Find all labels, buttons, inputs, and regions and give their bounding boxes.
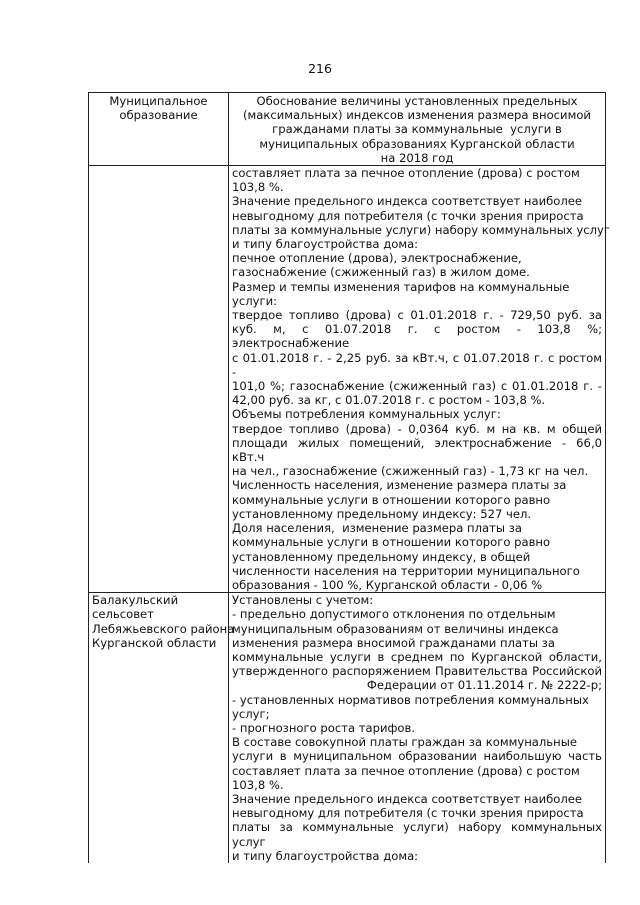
justification-line: установленному предельному индексу, в общей — [232, 549, 531, 564]
justification-line: В составе совокупной платы граждан за коммунальные — [232, 735, 577, 750]
header-text-line: (максимальных) индексов изменения размера вносимой — [243, 108, 591, 123]
header-municipality — [89, 93, 229, 166]
municipality-line: Курганской области — [92, 635, 217, 650]
justification-line: утвержденного распоряжением Правительства Российской — [232, 664, 602, 679]
justification-cell — [229, 166, 611, 593]
justification-cell — [229, 593, 606, 863]
page-number: 216 — [308, 61, 332, 76]
justification-line: куб. м, с 01.07.2018 г. с ростом - 103,8 %; электроснабжение — [232, 322, 602, 351]
justification-line: 103,8 %. — [232, 180, 284, 195]
indices-table — [88, 92, 611, 863]
justification-line: невыгодному для потребителя (с точки зрения прироста — [232, 806, 584, 821]
justification-line: твердое топливо (дрова) с 01.01.2018 г. - 729,50 руб. за — [232, 308, 602, 323]
justification-line: 103,8 %. — [232, 777, 284, 792]
table-row — [89, 593, 606, 863]
justification-line: Значение предельного индекса соответствует наиболее — [232, 791, 583, 806]
table-row — [89, 166, 606, 593]
justification-line: составляет плата за печное отопление (дрова) с ростом — [232, 166, 580, 181]
justification-line: - установленных нормативов потребления коммунальных — [232, 692, 589, 707]
municipality-line: Балакульский — [92, 593, 179, 608]
municipality-line: Лебяжьевского района — [92, 621, 235, 636]
justification-line: газоснабжение (сжиженный газ) в жилом доме. — [232, 265, 530, 280]
municipality-line: сельсовет — [92, 607, 154, 622]
justification-line: коммунальные услуги в отношении которого равно — [232, 492, 551, 507]
header-text-line: на 2018 год — [380, 150, 454, 165]
justification-line: и типу благоустройства дома: — [232, 237, 419, 252]
header-text-line: гражданами платы за коммунальные услуги в — [272, 122, 562, 137]
justification-line: установленному предельному индексу: 527 чел. — [232, 506, 532, 521]
justification-line: услуги: — [232, 293, 278, 308]
justification-line: Численность населения, изменение размера платы за — [232, 478, 567, 493]
table-header-row — [89, 93, 606, 166]
header-text-line: Муниципальное — [109, 94, 208, 108]
justification-line: муниципальным образованиям от величины индекса — [232, 621, 559, 636]
justification-line: - предельно допустимого отклонения по отдельным — [232, 607, 556, 622]
justification-line: услуги в муниципальном образовании наибольшую часть — [232, 749, 602, 764]
justification-line: составляет плата за печное отопление (дрова) с ростом — [232, 763, 580, 778]
justification-line: Федерации от 01.11.2014 г. № 2222-р; — [366, 678, 602, 693]
municipality-cell — [89, 166, 229, 593]
header-text-line: образование — [119, 108, 198, 123]
justification-line: Установлены с учетом: — [232, 593, 374, 608]
justification-line: услуг; — [232, 706, 270, 721]
justification-line: коммунальные услуги в отношении которого равно — [232, 535, 551, 550]
justification-line: Значение предельного индекса соответствует наиболее — [232, 194, 583, 209]
justification-line: печное отопление (дрова), электроснабжение, — [232, 251, 522, 266]
justification-line: площади жилых помещений, электроснабжение - 66,0 кВт.ч — [232, 435, 602, 465]
justification-line: Доля населения, изменение размера платы за — [232, 521, 522, 536]
justification-line: 101,0 %; газоснабжение (сжиженный газ) с 01.01.2018 г. - — [232, 379, 602, 394]
justification-line: - прогнозного роста тарифов. — [232, 720, 416, 735]
justification-line: коммунальные услуги в среднем по Курганской области, — [232, 649, 602, 664]
justification-line: невыгодному для потребителя (с точки зрения прироста — [232, 208, 584, 223]
justification-line: платы за коммунальные услуги) набору коммунальных услуг — [232, 222, 611, 237]
justification-line: твердое топливо (дрова) - 0,0364 куб. м на кв. м общей — [232, 421, 602, 436]
justification-line: Размер и темпы изменения тарифов на коммунальные — [232, 279, 570, 294]
header-text-line: муниципальных образованиях Курганской области — [259, 136, 575, 151]
justification-line: платы за коммунальные услуги) набору коммунальных услуг — [232, 820, 602, 849]
justification-line: Объемы потребления коммунальных услуг: — [232, 407, 501, 422]
justification-line: 42,00 руб. за кг, с 01.07.2018 г. с ростом - 103,8 %. — [232, 393, 546, 408]
justification-line: с 01.01.2018 г. - 2,25 руб. за кВт.ч, с 01.07.2018 г. с ростом - — [232, 350, 602, 379]
justification-line: численности населения на территории муниципального — [232, 563, 580, 578]
justification-line: изменения размера вносимой гражданами платы за — [232, 635, 555, 650]
municipality-cell — [89, 593, 235, 863]
header-justification — [229, 93, 606, 166]
justification-line: на чел., газоснабжение (сжиженный газ) - 1,73 кг на чел. — [232, 464, 589, 479]
header-text-line: Обоснование величины установленных предельных — [256, 94, 578, 108]
justification-line: и типу благоустройства дома: — [232, 848, 419, 863]
justification-line: образования - 100 %, Курганской области - 0,06 % — [232, 577, 543, 592]
